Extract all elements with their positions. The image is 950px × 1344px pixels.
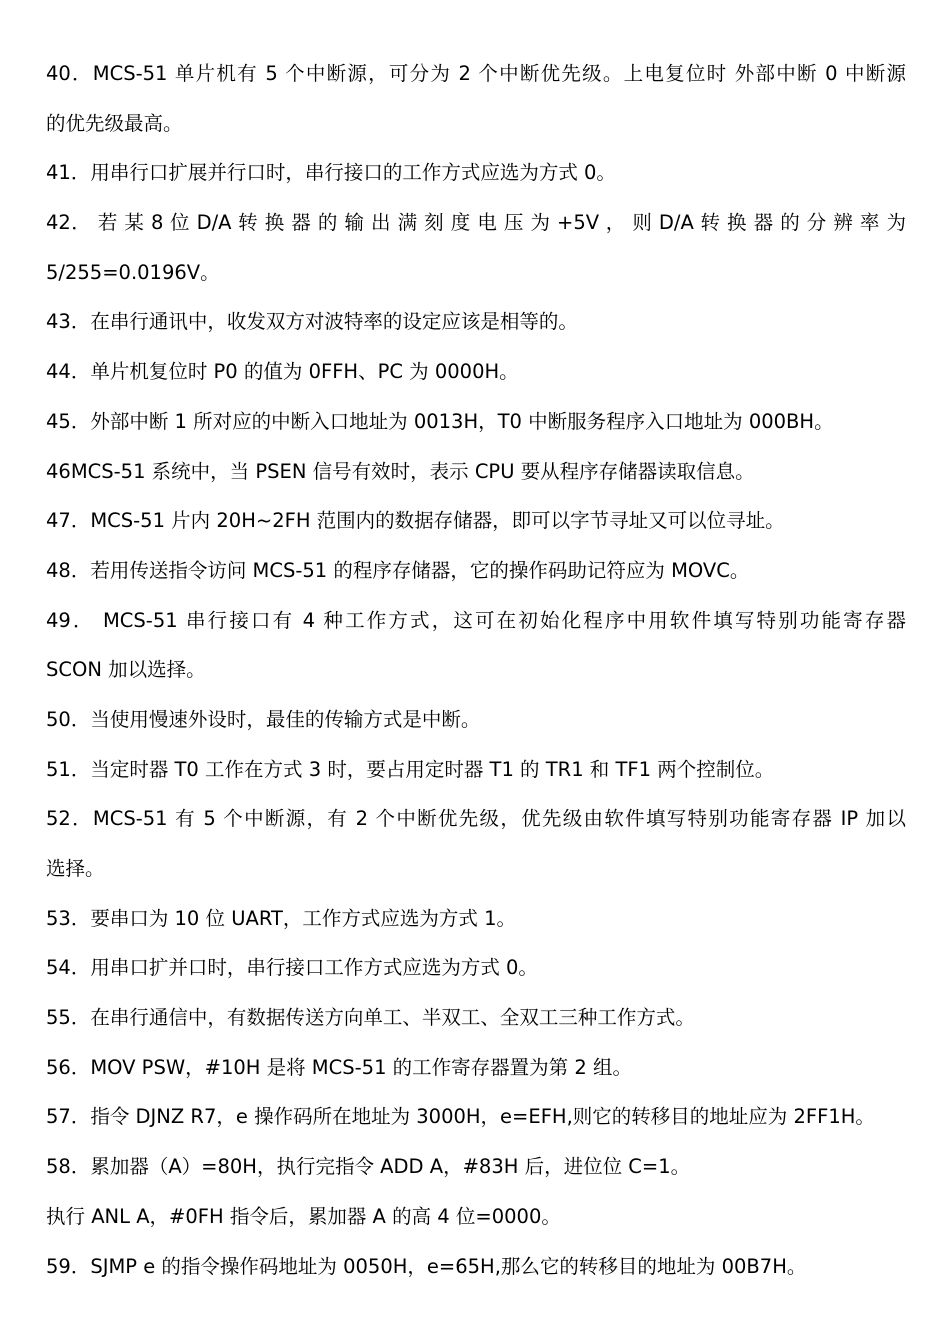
text-line-q53: 53．要串口为 10 位 UART，工作方式应选为方式 1。	[46, 906, 516, 930]
text-line-q52-part1: 52．MCS-51 有 5 个中断源，有 2 个中断优先级，优先级由软件填写特别功能寄存器 IP 加以	[46, 807, 906, 831]
text-line-q46: 46MCS-51 系统中，当 PSEN 信号有效时，表示 CPU 要从程序存储器读取信息。	[46, 459, 755, 483]
text-line-q47: 47．MCS-51 片内 20H~2FH 范围内的数据存储器，即可以字节寻址又可以位寻址。	[46, 509, 785, 533]
text-line-q49-part1: 49． MCS-51 串行接口有 4 种工作方式，这可在初始化程序中用软件填写特别功能寄存器	[46, 608, 906, 632]
text-line-q42-part1: 42． 若 某 8 位 D/A 转 换 器 的 输 出 满 刻 度 电 压 为 +5V ， 则 D/A 转 换 器 的 分 辨 率 为	[46, 211, 906, 235]
text-line-q58-part2: 执行 ANL A，#0FH 指令后，累加器 A 的高 4 位=0000。	[46, 1204, 561, 1228]
document-page	[46, 49, 906, 1291]
text-line-q48: 48．若用传送指令访问 MCS-51 的程序存储器，它的操作码助记符应为 MOVC。	[46, 558, 750, 582]
text-line-q40-part1: 40．MCS-51 单片机有 5 个中断源，可分为 2 个中断优先级。上电复位时 外部中断 0 中断源	[46, 62, 906, 85]
text-line-q51: 51．当定时器 T0 工作在方式 3 时，要占用定时器 T1 的 TR1 和 TF1 两个控制位。	[46, 757, 775, 781]
text-line-q44: 44．单片机复位时 P0 的值为 0FFH、PC 为 0000H。	[46, 360, 519, 384]
text-line-q41: 41．用串行口扩展并行口时，串行接口的工作方式应选为方式 0。	[46, 161, 616, 185]
text-line-q50: 50．当使用慢速外设时，最佳的传输方式是中断。	[46, 707, 481, 731]
text-line-q54: 54．用串口扩并口时，串行接口工作方式应选为方式 0。	[46, 956, 538, 980]
text-line-q45: 45．外部中断 1 所对应的中断入口地址为 0013H，T0 中断服务程序入口地址为 000BH。	[46, 409, 834, 433]
text-line-q55: 55．在串行通信中，有数据传送方向单工、半双工、全双工三种工作方式。	[46, 1006, 695, 1030]
text-line-q40-part2: 的优先级最高。	[46, 111, 183, 135]
text-line-q58-part1: 58．累加器（A）=80H，执行完指令 ADD A，#83H 后，进位位 C=1。	[46, 1155, 691, 1179]
text-line-q57: 57．指令 DJNZ R7，e 操作码所在地址为 3000H，e=EFH,则它的转移目的地址应为 2FF1H。	[46, 1105, 875, 1129]
text-line-q49-part2: SCON 加以选择。	[46, 658, 206, 682]
text-line-q59: 59．SJMP e 的指令操作码地址为 0050H，e=65H,那么它的转移目的地址为 00B7H。	[46, 1254, 807, 1278]
text-line-q42-part2: 5/255=0.0196V。	[46, 260, 220, 284]
text-line-q43: 43．在串行通讯中，收发双方对波特率的设定应该是相等的。	[46, 310, 578, 334]
text-line-q52-part2: 选择。	[46, 857, 105, 880]
text-line-q56: 56．MOV PSW，#10H 是将 MCS-51 的工作寄存器置为第 2 组。	[46, 1055, 632, 1079]
